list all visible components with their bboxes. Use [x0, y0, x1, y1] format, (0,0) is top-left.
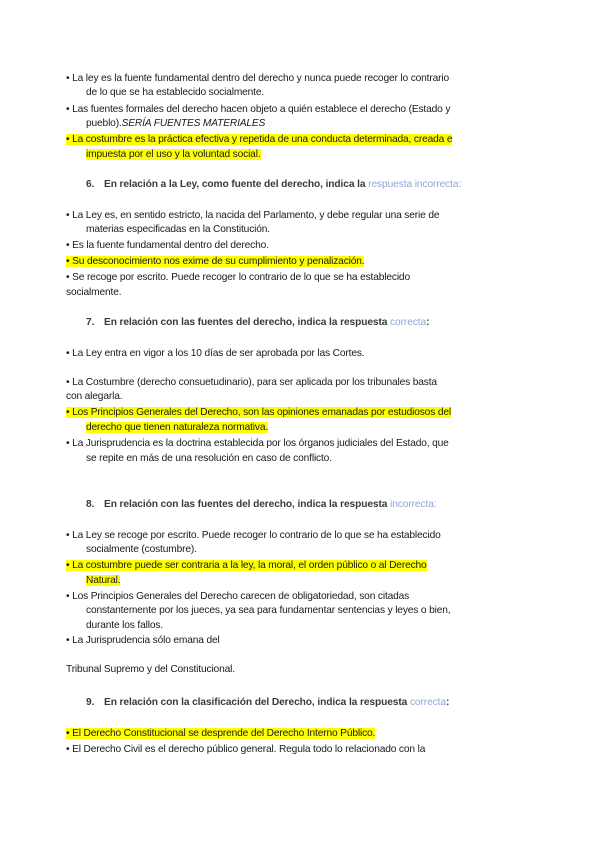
highlighted-text: derecho que tienen naturaleza normativa.: [86, 422, 269, 433]
list-item: • La Ley entra en vigor a los 10 días de ser aprobada por las Cortes.: [66, 348, 365, 359]
list-item-continuation: constantemente por los jueces, ya sea para fundamentar sentencias y leyes o bien,: [86, 605, 451, 616]
list-item-continuation: [86, 148, 261, 161]
question-heading-9: [86, 696, 449, 709]
list-item: • La Costumbre (derecho consuetudinario), para ser aplicada por los tribunales basta: [66, 377, 437, 388]
question-heading-6: [86, 178, 461, 191]
list-item-highlighted: [66, 406, 451, 419]
list-item-continuation: de lo que se ha establecido socialmente.: [86, 87, 265, 98]
list-item-continuation: se repite en más de una resolución en caso de conflicto.: [86, 453, 332, 464]
list-item: • Se recoge por escrito. Puede recoger lo contrario de lo que se ha establecido: [66, 272, 410, 283]
list-item: • La Ley es, en sentido estricto, la nacida del Parlamento, y debe regular una serie de: [66, 210, 440, 221]
list-item: • Es la fuente fundamental dentro del derecho.: [66, 240, 269, 251]
list-item: • La Jurisprudencia es la doctrina establecida por los órganos judiciales del Estado, que: [66, 438, 449, 449]
item-text: pueblo).: [86, 118, 122, 129]
highlighted-text: • La costumbre es la práctica efectiva y repetida de una conducta determinada, creada e: [66, 134, 453, 145]
highlighted-text: • El Derecho Constitucional se desprende del Derecho Interno Público.: [66, 728, 376, 739]
list-item: • Las fuentes formales del derecho hacen objeto a quién establece el derecho (Estado y: [66, 104, 451, 115]
list-item-continuation: con alegarla.: [66, 391, 123, 402]
question-number: 7.: [86, 317, 95, 328]
list-item-continuation: durante los fallos.: [86, 620, 163, 631]
question-heading-7: [86, 316, 429, 329]
list-item: • La ley es la fuente fundamental dentro del derecho y nunca puede recoger lo contrario: [66, 73, 449, 84]
highlighted-text: • La costumbre puede ser contraria a la ley, la moral, el orden público o al Derecho: [66, 560, 427, 571]
highlighted-text: • Su desconocimiento nos exime de su cumplimiento y penalización.: [66, 256, 365, 267]
list-item: • El Derecho Civil es el derecho público general. Regula todo lo relacionado con la: [66, 744, 426, 755]
question-number: 6.: [86, 179, 95, 190]
list-item: • Los Principios Generales del Derecho carecen de obligatoriedad, son citadas: [66, 591, 410, 602]
highlighted-text: • Los Principios Generales del Derecho, son las opiniones emanadas por estudiosos del: [66, 407, 451, 418]
list-item-highlighted: [66, 727, 375, 740]
list-item-highlighted: [66, 559, 427, 572]
question-number: 9.: [86, 697, 95, 708]
list-item-continuation: [86, 117, 265, 130]
list-item-highlighted: [66, 255, 364, 268]
question-number: 8.: [86, 499, 95, 510]
question-accent: correcta: [409, 697, 446, 708]
question-heading-8: [86, 498, 437, 511]
question-text: En relación con la clasificación del Derecho, indica la respuesta: [104, 697, 410, 708]
highlighted-text: impuesta por el uso y la voluntad social.: [86, 149, 261, 160]
question-accent: respuesta incorrecta:: [368, 179, 462, 190]
list-item-continuation: socialmente.: [66, 287, 122, 298]
list-item: • La Ley se recoge por escrito. Puede recoger lo contrario de lo que se ha establecido: [66, 530, 441, 541]
handwritten-style-note: SERÍA FUENTES MATERIALES: [121, 118, 266, 129]
paragraph-continuation: Tribunal Supremo y del Constitucional.: [66, 664, 235, 675]
highlighted-text: Natural.: [86, 575, 121, 586]
list-item: • La Jurisprudencia sólo emana del: [66, 635, 220, 646]
list-item-continuation: socialmente (costumbre).: [86, 544, 197, 555]
question-accent: incorrecta:: [390, 499, 437, 510]
question-accent: correcta: [390, 317, 427, 328]
list-item-highlighted: [66, 133, 452, 146]
list-item-continuation: materias especificadas en la Constitución.: [86, 224, 270, 235]
question-colon: :: [445, 697, 450, 708]
question-text: En relación con las fuentes del derecho, indica la respuesta: [104, 499, 391, 510]
question-text: En relación a la Ley, como fuente del derecho, indica la: [104, 179, 369, 190]
list-item-continuation: [86, 574, 120, 587]
question-colon: :: [426, 317, 430, 328]
question-text: En relación con las fuentes del derecho, indica la respuesta: [104, 317, 391, 328]
list-item-continuation: [86, 421, 268, 434]
